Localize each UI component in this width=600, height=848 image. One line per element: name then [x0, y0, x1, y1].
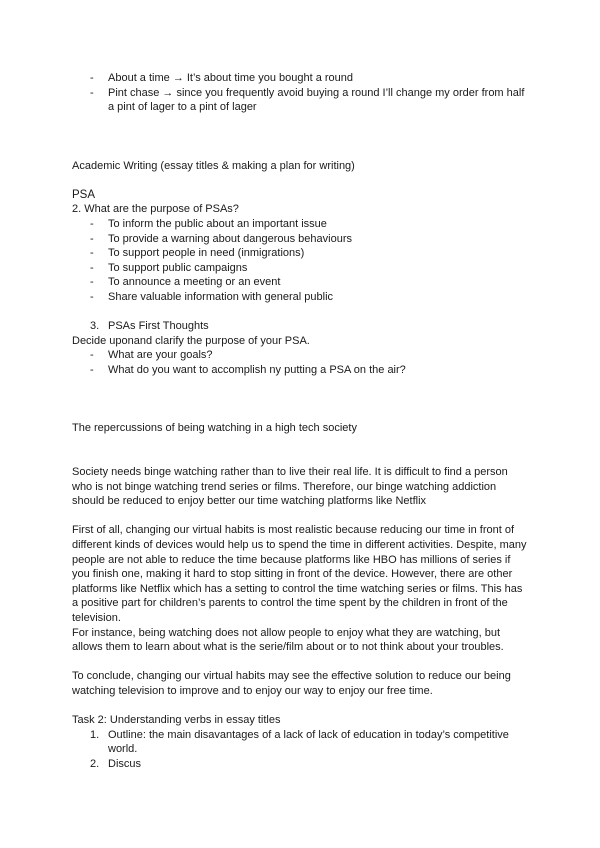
list-item: - To announce a meeting or an event [72, 275, 528, 290]
intro-list [72, 71, 528, 115]
list-item-text: PSAs First Thoughts [108, 320, 209, 333]
list-item: - What do you want to accomplish ny putting a PSA on the air? [72, 363, 528, 378]
essay-paragraph: For instance, being watching does not allow people to enjoy what they are watching, but allows them to learn about what is the serie/film about or to not think about your troubles. [72, 626, 504, 654]
psa-question: 2. What are the purpose of PSAs? [72, 203, 239, 216]
list-item-text: Discus [108, 757, 142, 770]
psa-title: PSA [72, 188, 96, 201]
essay-title: The repercussions of being watching in a high tech society [72, 422, 357, 435]
task2-list [72, 728, 528, 772]
list-item [72, 757, 528, 772]
list-item: - To support public campaigns [72, 261, 528, 276]
task2-title: Task 2: Understanding verbs in essay titles [72, 714, 281, 727]
document-page [72, 71, 528, 772]
list-item: - What are your goals? [72, 348, 528, 363]
list-item [72, 319, 528, 334]
essay-paragraph: Society needs binge watching rather than to live their real life. It is difficult to find a person who is not binge watching trend series or films. Therefore, our binge watching addiction should be reduced to enjoy better our time watching platforms like Netflix [72, 466, 508, 508]
psa-decide: Decide uponand clarify the purpose of your PSA. [72, 334, 310, 347]
list-item: - Share valuable information with general public [72, 290, 528, 305]
list-number: 2. [90, 757, 100, 770]
list-item: - Pint chase → since you frequently avoid buying a round I’ll change my order from half a pint of lager to a pint of lager [72, 86, 528, 115]
psa-questions-list [72, 348, 528, 377]
academic-heading: Academic Writing (essay titles & making a plan for writing) [72, 159, 355, 172]
list-item: - To support people in need (inmigrations) [72, 246, 528, 261]
list-item: - To inform the public about an important issue [72, 217, 528, 232]
list-number: 1. [90, 728, 100, 741]
psa-purposes-list [72, 217, 528, 305]
list-item [72, 728, 528, 757]
list-number: 3. [90, 320, 100, 333]
essay-paragraph: First of all, changing our virtual habits is most realistic because reducing our time in front of different kinds of devices would help us to spend the time in different activities. Despite, many people are not able to reduce the time because platforms like HBO has millions of series if you finish one, making it hard to stop sitting in front of the device. However, there are other platforms like Netflix which has a setting to control the time watching series or films. This has a positive part for children’s parents to control the time spent by the children in front of the television. [72, 524, 527, 624]
psa-first-thoughts-list [72, 319, 528, 334]
list-item: - To provide a warning about dangerous behaviours [72, 232, 528, 247]
list-item: - About a time → It’s about time you bought a round [72, 71, 528, 86]
essay-paragraph: To conclude, changing our virtual habits may see the effective solution to reduce our being watching television to improve and to enjoy our way to enjoy our free time. [72, 670, 511, 697]
list-item-text: Outline: the main disavantages of a lack of lack of education in today’s competitive world. [108, 728, 509, 756]
